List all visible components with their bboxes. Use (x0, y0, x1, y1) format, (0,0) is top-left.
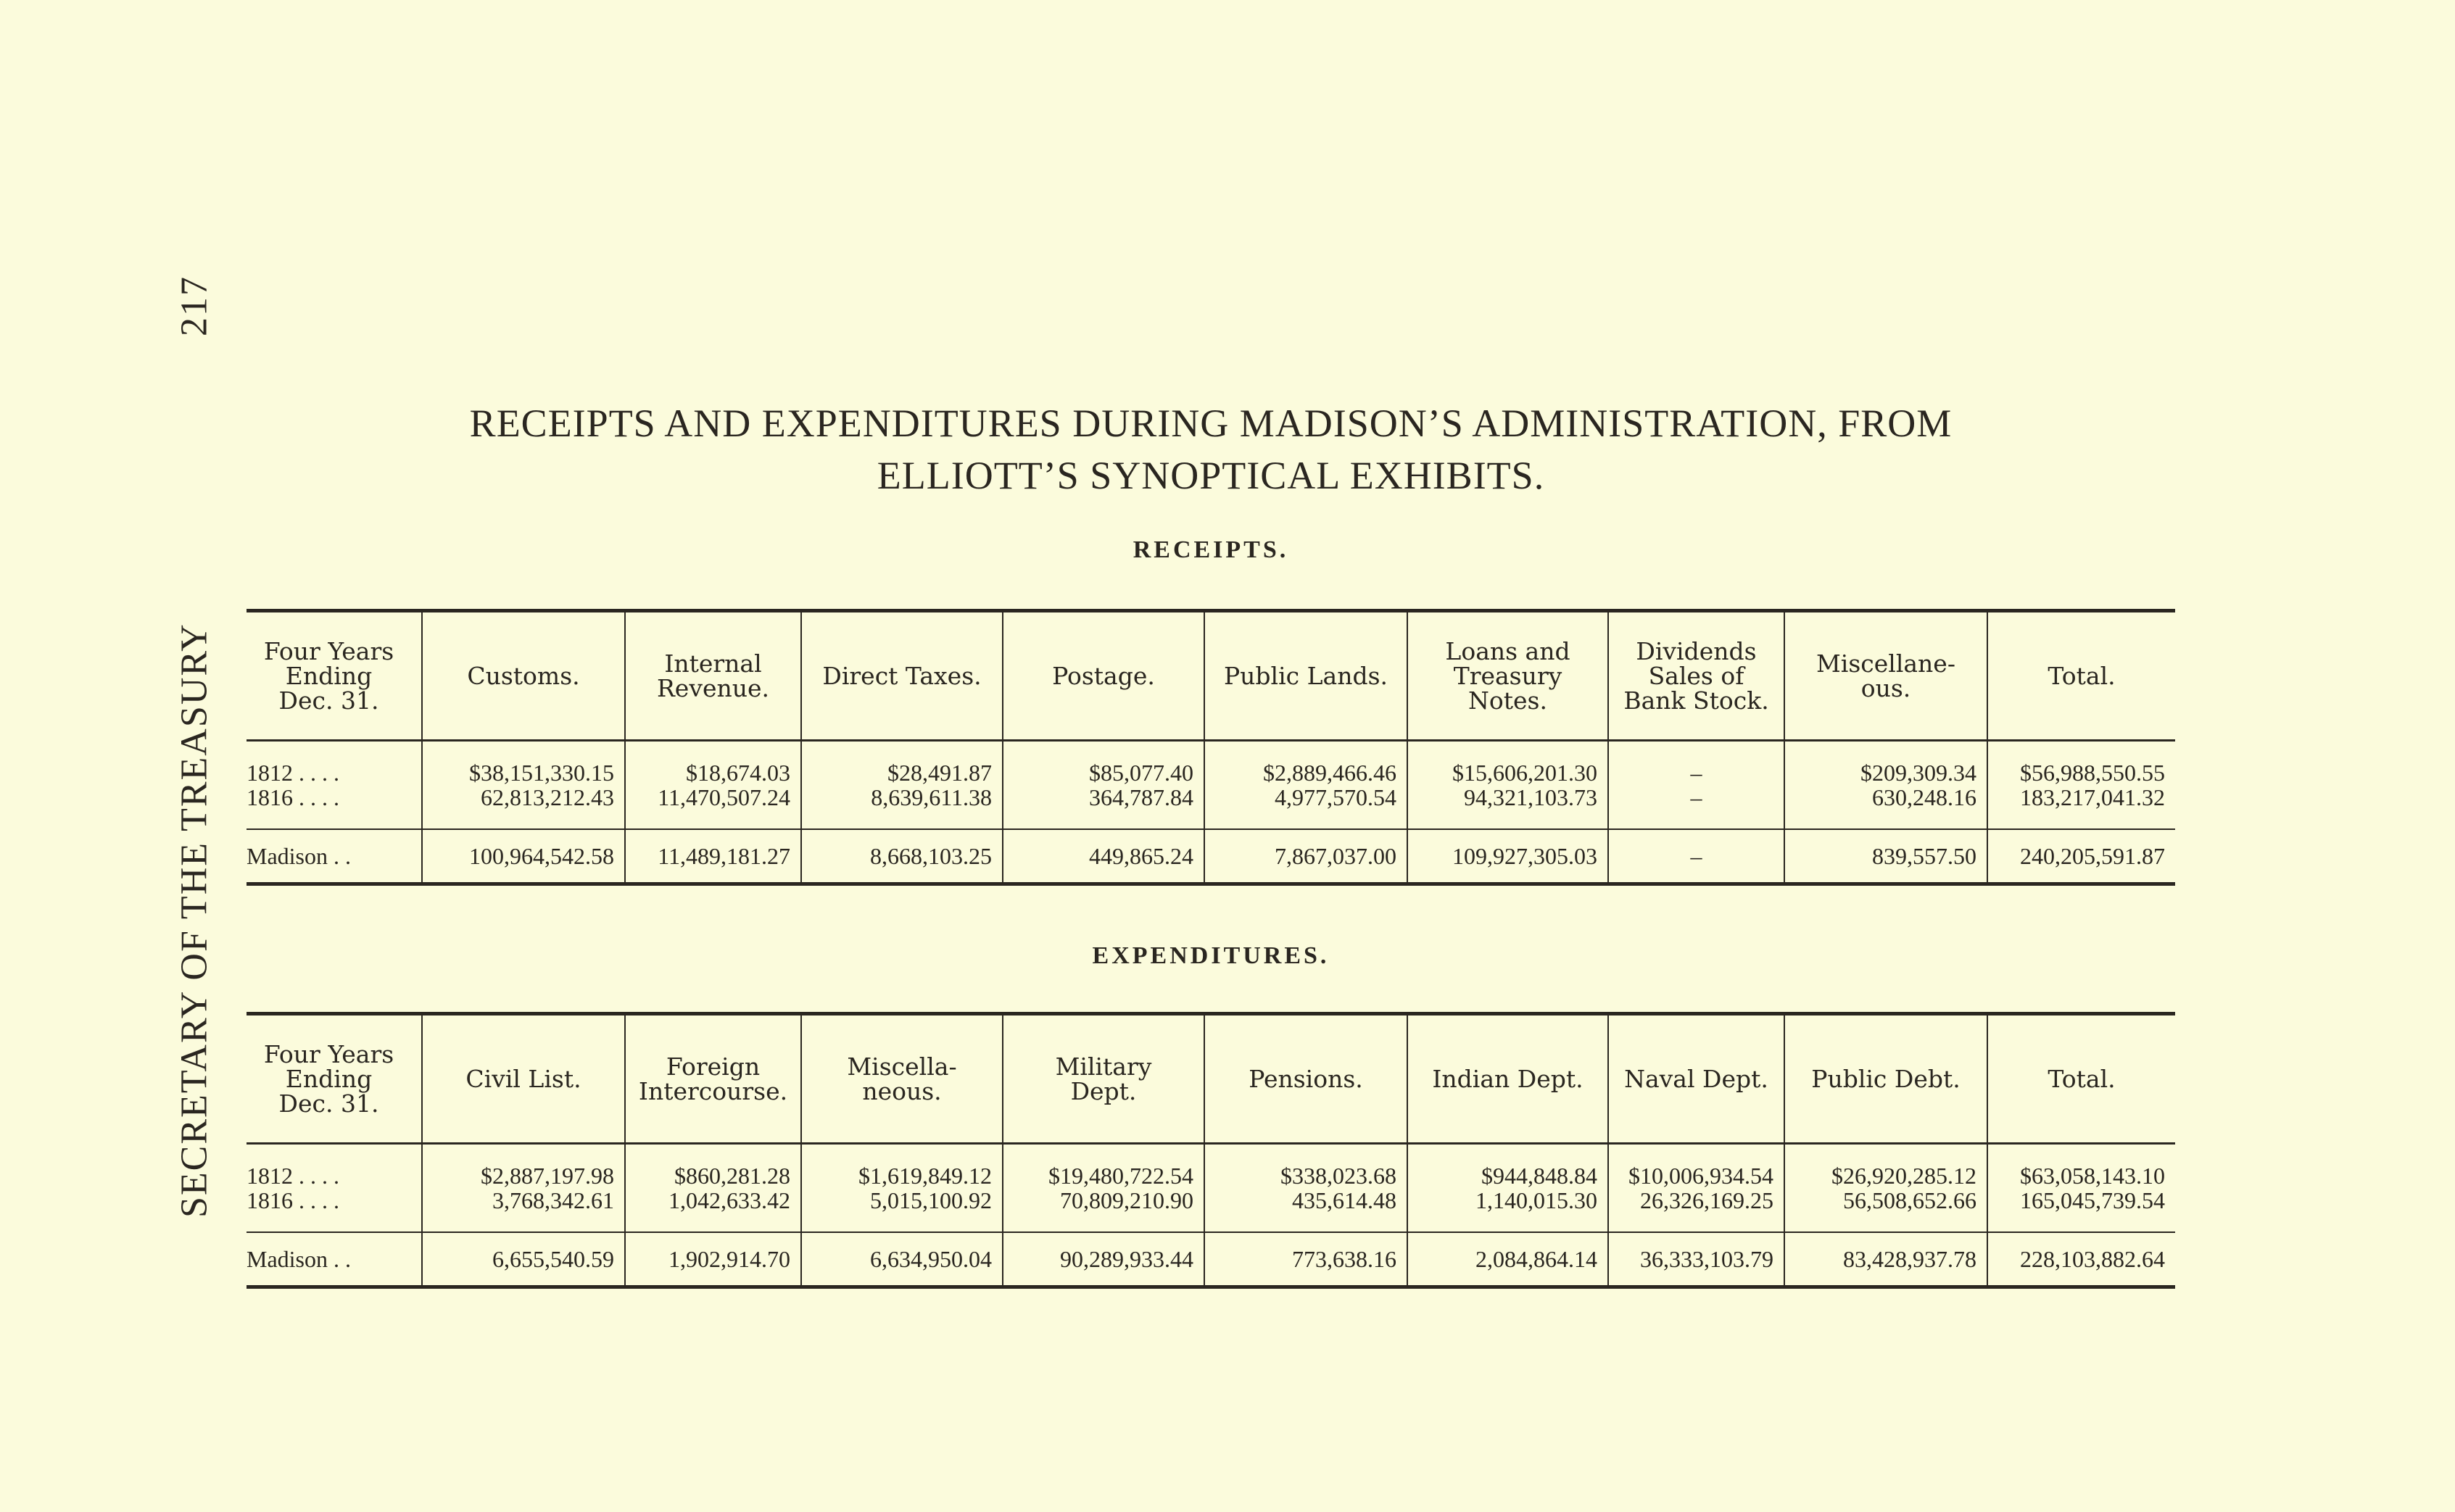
column-header: Indian Dept. (1407, 1014, 1608, 1144)
column-header: Postage. (1003, 611, 1204, 741)
column-header: Naval Dept. (1608, 1014, 1784, 1144)
table-cell: 2,084,864.14 (1407, 1232, 1608, 1287)
table-cell: 8,668,103.25 (801, 829, 1003, 884)
column-header: Loans and Treasury Notes. (1407, 611, 1608, 741)
page-title (247, 397, 2175, 502)
column-header: Dividends Sales of Bank Stock. (1608, 611, 1784, 741)
table-cell: $15,606,201.30 94,321,103.73 (1407, 741, 1608, 830)
page-number: 217 (173, 275, 215, 336)
column-header: Miscella- neous. (801, 1014, 1003, 1144)
column-header: Customs. (422, 611, 625, 741)
table-cell: 36,333,103.79 (1608, 1232, 1784, 1287)
receipts-table (247, 609, 2175, 886)
table-cell: 6,634,950.04 (801, 1232, 1003, 1287)
expenditures-heading: EXPENDITURES. (1092, 942, 1330, 969)
column-header: Civil List. (422, 1014, 625, 1144)
table-cell: 109,927,305.03 (1407, 829, 1608, 884)
receipts-header-row (247, 611, 2175, 741)
table-cell: 228,103,882.64 (1987, 1232, 2175, 1287)
column-header: Public Debt. (1784, 1014, 1987, 1144)
expenditures-header-row (247, 1014, 2175, 1144)
table-cell: 7,867,037.00 (1204, 829, 1407, 884)
table-cell: $944,848.84 1,140,015.30 (1407, 1144, 1608, 1233)
table-cell: 449,865.24 (1003, 829, 1204, 884)
table-cell: – – (1608, 741, 1784, 830)
page-title-line-1: RECEIPTS AND EXPENDITURES DURING MADISON’S ADMINISTRATION, FROM (469, 402, 1953, 445)
page-title-line-2: ELLIOTT’S SYNOPTICAL EXHIBITS. (877, 454, 1545, 497)
table-cell: 240,205,591.87 (1987, 829, 2175, 884)
table-cell: 6,655,540.59 (422, 1232, 625, 1287)
column-header: Military Dept. (1003, 1014, 1204, 1144)
expenditures-table (247, 1012, 2175, 1289)
running-head-title: SECRETARY OF THE TREASURY (173, 623, 215, 1218)
table-cell: $19,480,722.54 70,809,210.90 (1003, 1144, 1204, 1233)
column-header: Pensions. (1204, 1014, 1407, 1144)
column-header: Internal Revenue. (625, 611, 801, 741)
table-cell: $18,674.03 11,470,507.24 (625, 741, 801, 830)
table-cell: – (1608, 829, 1784, 884)
table-cell: 83,428,937.78 (1784, 1232, 1987, 1287)
table-cell: $2,889,466.46 4,977,570.54 (1204, 741, 1407, 830)
table-cell: $38,151,330.15 62,813,212.43 (422, 741, 625, 830)
table-cell: $338,023.68 435,614.48 (1204, 1144, 1407, 1233)
column-header: Four Years Ending Dec. 31. (247, 1014, 422, 1144)
table-cell: 100,964,542.58 (422, 829, 625, 884)
table-cell: $860,281.28 1,042,633.42 (625, 1144, 801, 1233)
column-header: Miscellane- ous. (1784, 611, 1987, 741)
row-label: Madison . . (247, 1245, 351, 1272)
table-cell: $10,006,934.54 26,326,169.25 (1608, 1144, 1784, 1233)
table-cell: $28,491.87 8,639,611.38 (801, 741, 1003, 830)
table-cell: 1,902,914.70 (625, 1232, 801, 1287)
table-row (247, 1232, 2175, 1287)
table-cell: $85,077.40 364,787.84 (1003, 741, 1204, 830)
table-row (247, 829, 2175, 884)
receipts-heading: RECEIPTS. (1133, 536, 1289, 563)
row-label: Madison . . (247, 842, 351, 869)
column-header: Four Years Ending Dec. 31. (247, 611, 422, 741)
table-cell: $26,920,285.12 56,508,652.66 (1784, 1144, 1987, 1233)
table-cell: $209,309.34 630,248.16 (1784, 741, 1987, 830)
table-cell: 11,489,181.27 (625, 829, 801, 884)
table-cell: $63,058,143.10 165,045,739.54 (1987, 1144, 2175, 1233)
row-label: 1812 . . . . 1816 . . . . (247, 741, 422, 830)
table-cell: $1,619,849.12 5,015,100.92 (801, 1144, 1003, 1233)
running-head (158, 275, 231, 1218)
table-cell: $56,988,550.55 183,217,041.32 (1987, 741, 2175, 830)
table-cell: 839,557.50 (1784, 829, 1987, 884)
table-cell: 773,638.16 (1204, 1232, 1407, 1287)
table-row (247, 1144, 2175, 1233)
table-cell: $2,887,197.98 3,768,342.61 (422, 1144, 625, 1233)
table-row (247, 741, 2175, 830)
column-header: Foreign Intercourse. (625, 1014, 801, 1144)
row-label: 1812 . . . . 1816 . . . . (247, 1144, 422, 1233)
column-header: Total. (1987, 611, 2175, 741)
table-cell: 90,289,933.44 (1003, 1232, 1204, 1287)
column-header: Public Lands. (1204, 611, 1407, 741)
column-header: Direct Taxes. (801, 611, 1003, 741)
column-header: Total. (1987, 1014, 2175, 1144)
